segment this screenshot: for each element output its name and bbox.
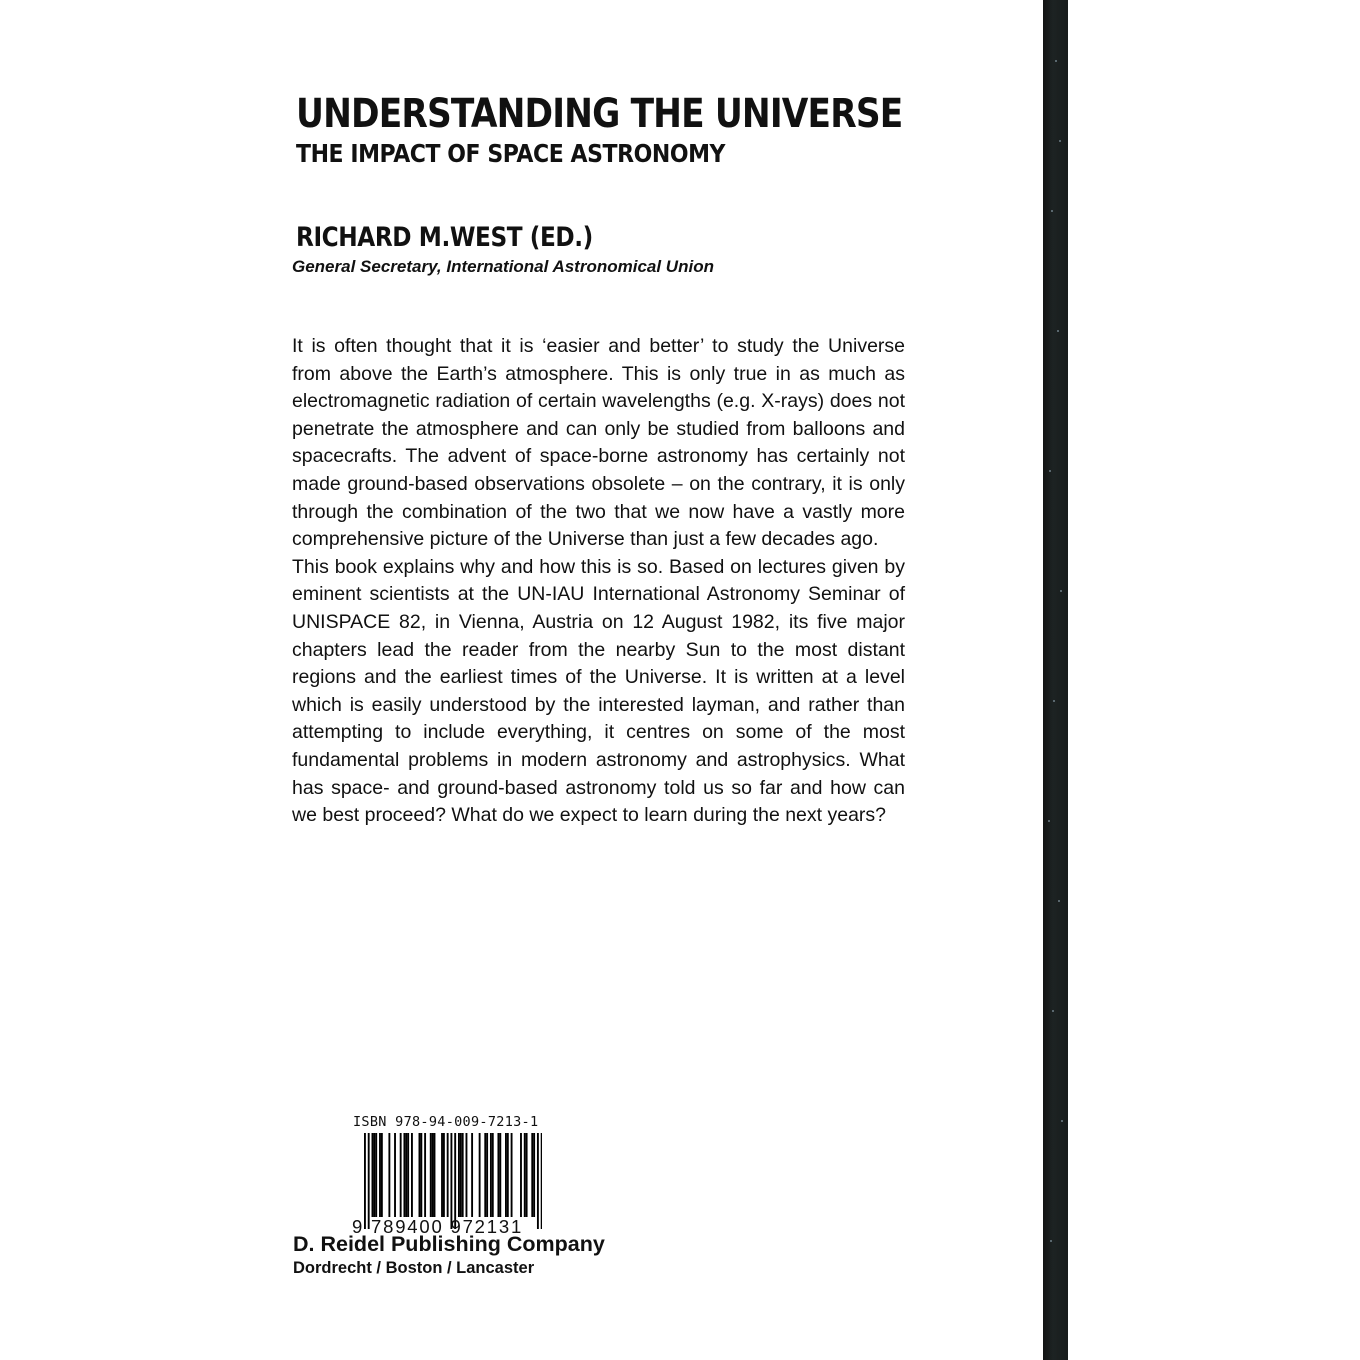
barcode-bar xyxy=(394,1133,396,1217)
barcode-digits: 9 789400 972131 xyxy=(352,1216,524,1237)
barcode-bar xyxy=(458,1133,460,1217)
barcode-bar xyxy=(533,1133,535,1217)
barcode-bar xyxy=(434,1133,436,1217)
barcode-bar xyxy=(400,1133,402,1217)
barcode-bar xyxy=(524,1133,526,1217)
barcode-bar xyxy=(454,1133,456,1229)
book-spine xyxy=(1043,0,1068,1360)
isbn-label: ISBN 978-94-009-7213-1 xyxy=(353,1114,539,1130)
barcode-bar xyxy=(499,1133,501,1217)
barcode-bar xyxy=(407,1133,409,1217)
barcode-bar xyxy=(447,1133,449,1217)
barcode-bar xyxy=(511,1133,513,1217)
blurb-paragraph: This book explains why and how this is so. Based on lectures given by eminent scientists at the UN-IAU International Astronomy Seminar of UNISPACE 82, in Vienna, Austria on 12 August 1982, its five major chapters lead the reader from the nearby Sun to the most distant regions and the earliest times of the Universe. It is written at a level which is easily understood by the interested layman, and rather than attempting to include everything, it centres on some of the most fundamental problems in modern astronomy and astrophysics. What has space- and ground-based astronomy told us so far and how can we best proceed? What do we expect to learn during the next years? xyxy=(292,555,905,827)
barcode-bar xyxy=(419,1133,421,1217)
blurb-text xyxy=(292,333,905,830)
spine-speck xyxy=(1058,900,1060,902)
publisher-cities: Dordrecht / Boston / Lancaster xyxy=(293,1259,535,1277)
barcode-bar xyxy=(466,1133,468,1217)
barcode-bar xyxy=(471,1133,473,1217)
spine-speck xyxy=(1050,1240,1052,1242)
barcode-bar xyxy=(526,1133,528,1217)
barcode-bar xyxy=(375,1133,377,1217)
author-affiliation: General Secretary, International Astronomical Union xyxy=(292,257,714,276)
barcode-bar xyxy=(537,1133,539,1229)
barcode-bar xyxy=(462,1133,464,1217)
spine-speck xyxy=(1057,330,1059,332)
barcode-bar xyxy=(507,1133,509,1217)
book-title: UNDERSTANDING THE UNIVERSE xyxy=(296,91,903,137)
barcode-bar xyxy=(388,1133,390,1217)
barcode-bar xyxy=(379,1133,381,1217)
barcode-bar xyxy=(405,1133,407,1217)
barcode-bar xyxy=(490,1133,492,1217)
spine-speck xyxy=(1060,590,1062,592)
spine-speck xyxy=(1049,470,1051,472)
barcode-bar xyxy=(441,1133,443,1217)
spine-speck xyxy=(1053,700,1055,702)
barcode-bar xyxy=(492,1133,494,1217)
author-name: RICHARD M.WEST (ED.) xyxy=(296,222,593,253)
book-subtitle: THE IMPACT OF SPACE ASTRONOMY xyxy=(296,139,726,168)
barcode-bar xyxy=(432,1133,434,1217)
barcode-bar xyxy=(403,1133,405,1217)
barcode-bar xyxy=(430,1133,432,1217)
barcode-bar xyxy=(450,1133,452,1229)
spine-speck xyxy=(1052,1010,1054,1012)
barcode-bar xyxy=(381,1133,383,1217)
spine-speck xyxy=(1059,140,1061,142)
barcode-bar xyxy=(411,1133,413,1217)
barcode-bar xyxy=(479,1133,481,1217)
publisher-name: D. Reidel Publishing Company xyxy=(293,1232,605,1256)
barcode-block xyxy=(352,1113,562,1237)
barcode-bar xyxy=(372,1133,374,1217)
barcode-bar xyxy=(460,1133,462,1217)
barcode-bar xyxy=(373,1133,375,1217)
barcode-bar xyxy=(531,1133,533,1217)
barcode-bar xyxy=(520,1133,522,1217)
barcode-bar xyxy=(484,1133,486,1217)
barcode-bar xyxy=(424,1133,426,1217)
blurb-paragraph: It is often thought that it is ‘easier and better’ to study the Universe from above the Earth’s atmosphere. This is only true in as much as electromagnetic radiation of certain wavelengths (e.g. X-rays) does not penetrate the atmosphere and can only be studied from balloons and spacecrafts. The advent of space-borne astronomy has certainly not made ground-based observations obsolete – on the contrary, it is only through the combination of the two that we now have a vastly more comprehensive picture of the Universe than just a few decades ago. xyxy=(292,335,905,551)
barcode-bar xyxy=(368,1133,370,1229)
barcode-bar xyxy=(505,1133,507,1217)
barcode-bar xyxy=(420,1133,422,1217)
barcode-bar xyxy=(541,1133,542,1229)
spine-speck xyxy=(1055,60,1057,62)
spine-speck xyxy=(1048,820,1050,822)
barcode-bar xyxy=(497,1133,499,1217)
barcode-bar xyxy=(486,1133,488,1217)
barcode-bar xyxy=(364,1133,366,1229)
spine-speck xyxy=(1061,1120,1063,1122)
barcode-bar xyxy=(443,1133,445,1217)
spine-speck xyxy=(1051,210,1053,212)
